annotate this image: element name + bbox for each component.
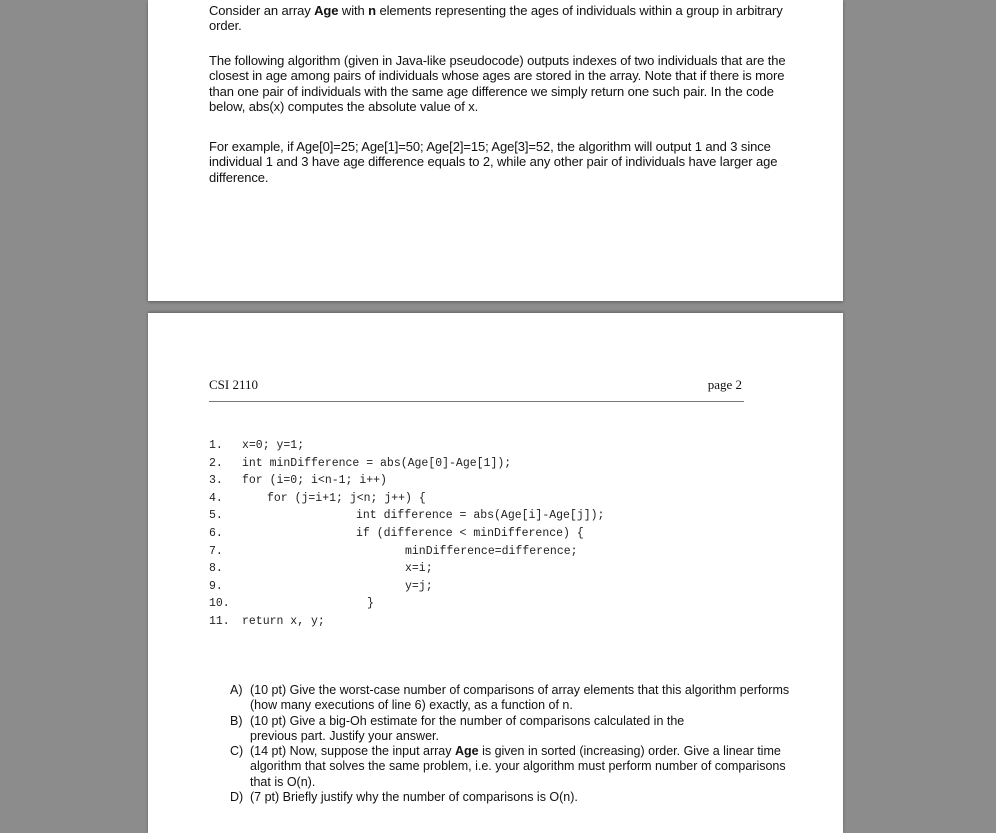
- code-line: [209, 543, 729, 561]
- question-a: [230, 683, 790, 714]
- line-number: 5.: [209, 509, 223, 523]
- line-number: 9.: [209, 579, 223, 593]
- code-text: x=i;: [405, 562, 433, 576]
- question-text-part: is given in sorted (increasing) order. Give a linear time algorithm that solves the same problem, i.e. your algorithm must perform number of comparisons that is O(n).: [250, 744, 786, 789]
- question-text: (7 pt) Briefly justify why the number of comparisons is O(n).: [250, 790, 578, 805]
- line-number: 7.: [209, 544, 223, 558]
- question-c: [230, 744, 790, 790]
- code-text: int minDifference = abs(Age[0]-Age[1]);: [242, 456, 512, 470]
- intro-text: Consider an array: [209, 3, 315, 18]
- code-text: for (j=i+1; j<n; j++) {: [267, 491, 426, 505]
- question-list: [230, 683, 790, 805]
- variable-n-bold: n: [368, 3, 376, 18]
- code-text: if (difference < minDifference) {: [356, 526, 584, 540]
- question-label: A): [230, 683, 243, 697]
- intro-paragraph: [209, 3, 799, 34]
- question-label: B): [230, 713, 243, 728]
- question-text: (10 pt) Give the worst-case number of comparisons of array elements that this algorithm performs (how many executions of line 6) exactly, as a function of n.: [250, 683, 790, 713]
- example-paragraph: For example, if Age[0]=25; Age[1]=50; Age[2]=15; Age[3]=52, the algorithm will output 1 and 3 since individual 1 and 3 have age difference equals to 2, while any other pair of individuals have larger age difference.: [209, 139, 778, 185]
- intro-text: elements representing the ages of individuals within a group in arbitrary order.: [209, 3, 783, 34]
- code-line: [209, 472, 729, 490]
- line-number: 6.: [209, 526, 223, 540]
- header-divider: [209, 401, 744, 402]
- code-line: [209, 455, 729, 473]
- code-line: [209, 560, 729, 578]
- code-line: [209, 507, 729, 525]
- question-label: C): [230, 744, 244, 759]
- question-text: (10 pt) Give a big-Oh estimate for the number of comparisons calculated in the previous part. Justify your answer.: [250, 713, 685, 743]
- intro-text: with: [338, 3, 369, 18]
- question-b: [230, 714, 790, 745]
- question-d: [230, 790, 790, 805]
- code-line: [209, 595, 729, 613]
- line-number: 8.: [209, 562, 223, 576]
- line-number: 11.: [209, 614, 230, 628]
- code-text: y=j;: [405, 579, 433, 593]
- line-number: 2.: [209, 456, 223, 470]
- pseudocode-block: [209, 437, 729, 631]
- course-code: CSI 2110: [209, 377, 258, 392]
- array-name-bold: Age: [314, 3, 339, 18]
- line-number: 4.: [209, 491, 223, 505]
- page-number: page 2: [707, 377, 742, 392]
- question-text-part: (14 pt) Now, suppose the input array: [250, 744, 455, 759]
- code-text: for (i=0; i<n-1; i++): [242, 474, 387, 488]
- code-text: }: [367, 597, 374, 611]
- question-label: D): [230, 790, 244, 805]
- code-text: minDifference=difference;: [405, 544, 578, 558]
- line-number: 3.: [209, 474, 223, 488]
- code-text: int difference = abs(Age[i]-Age[j]);: [356, 509, 605, 523]
- code-line: [209, 578, 729, 596]
- code-line: [209, 437, 729, 455]
- question-text: [250, 744, 790, 790]
- array-name-bold: Age: [454, 744, 479, 759]
- code-line: [209, 490, 729, 508]
- document-page-1: [148, 0, 843, 301]
- code-text: x=0; y=1;: [242, 439, 305, 452]
- line-number: 10.: [209, 597, 230, 611]
- code-line: [209, 525, 729, 543]
- document-page-2: [148, 313, 843, 833]
- code-text: return x, y;: [242, 614, 325, 628]
- code-line: [209, 613, 729, 631]
- line-number: 1.: [209, 439, 223, 452]
- algorithm-description-paragraph: The following algorithm (given in Java-like pseudocode) outputs indexes of two individuals that are the closest in age among pairs of individuals whose ages are stored in the array. Note that if there is more than one pair of individuals with the same age difference we simply return one such pair. In the code below, abs(x) computes the absolute value of x.: [209, 53, 786, 114]
